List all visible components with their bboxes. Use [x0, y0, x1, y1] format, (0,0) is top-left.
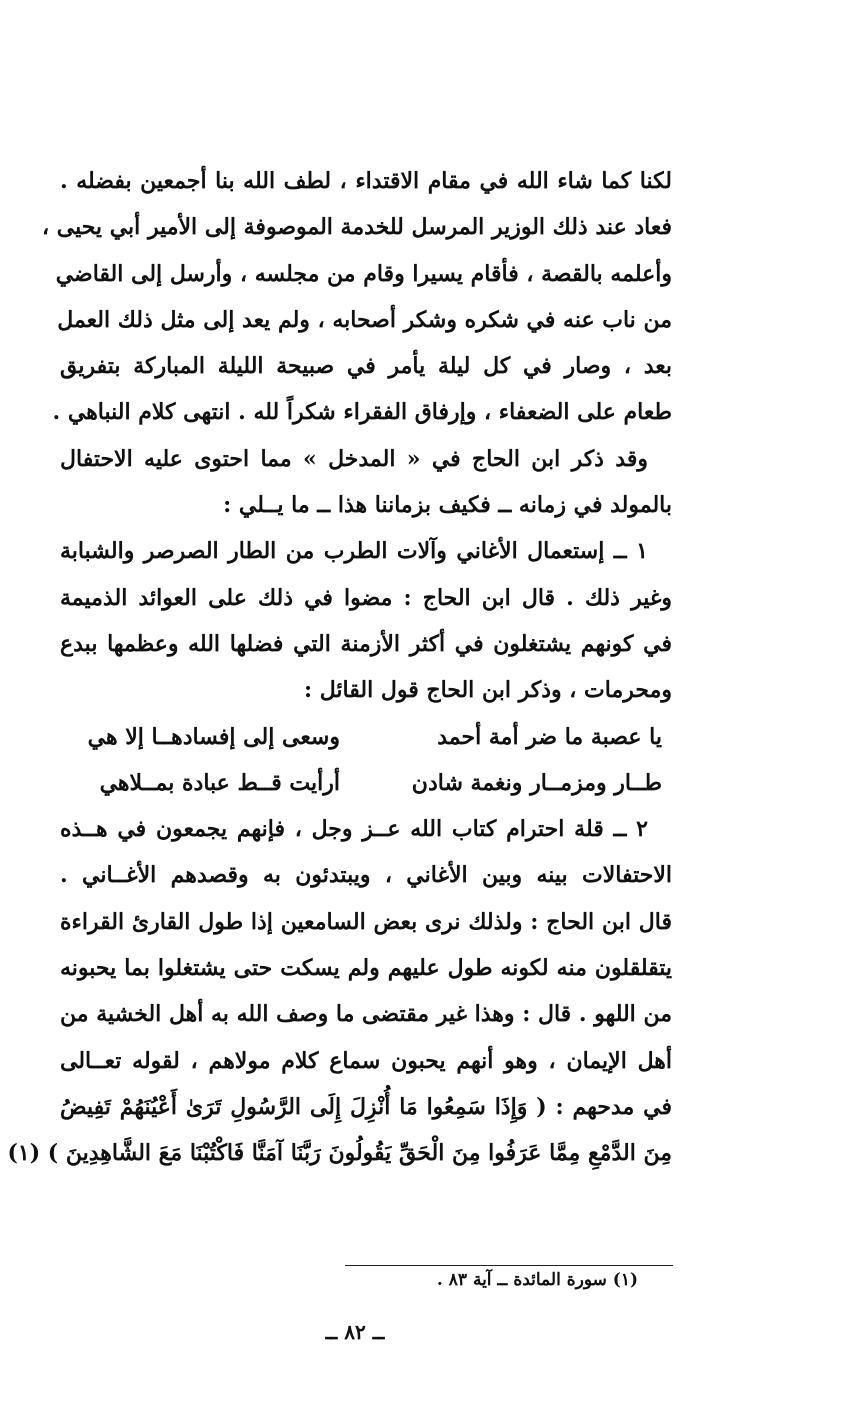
text-line: من اللهو . قال : وهذا غير مقتضى ما وصف الله به أهل الخشية من	[60, 1001, 672, 1028]
quran-verse-line: مِنَ الدَّمْعِ مِمَّا عَرَفُوا مِنَ الْحَقِّ يَقُولُونَ رَبَّنَا آمَنَّا فَاكْتُبْنَا مَعَ الشَّاهِدِينَ ) (١)	[7, 1140, 672, 1167]
text-line: وغير ذلك . قال ابن الحاج : مضوا في ذلك على العوائد الذميمة	[60, 584, 672, 611]
poem-first-hemistich: يا عصبة ما ضر أمة أحمد	[437, 723, 662, 750]
poem-first-hemistich: طــار ومزمــار ونغمة شادن	[411, 769, 662, 796]
footnote-divider	[345, 1265, 673, 1266]
page-number: ــ ٨٢ ــ	[325, 1320, 385, 1344]
poem-verse	[60, 714, 672, 760]
quran-verse-line: في مدحهم : ( وَإِذَا سَمِعُوا مَا أُنْزِلَ إِلَى الرَّسُولِ تَرَىٰ أَعْيُنَهُمْ تَفِيضُ	[60, 1093, 672, 1120]
text-line: قال ابن الحاج : ولذلك نرى بعض السامعين إذا طول القارئ القراءة	[60, 908, 672, 935]
text-line: بعد ، وصار في كل ليلة يأمر في صبيحة الليلة المباركة بتفريق	[60, 353, 672, 380]
text-line: وأعلمه بالقصة ، فأقام يسيرا وقام من مجلسه ، وأرسل إلى القاضي	[55, 260, 672, 287]
text-line: الاحتفالات بينه وبين الأغاني ، ويبتدئون به وقصدهم الأغــاني .	[60, 862, 672, 889]
text-line: ٢ ــ قلة احترام كتاب الله عــز وجل ، فإنهم يجمعون في هــذه	[60, 816, 648, 843]
text-line: بالمولد في زمانه ــ فكيف بزماننا هذا ــ ما يــلي :	[223, 492, 672, 519]
text-line: في كونهم يشتغلون في أكثر الأزمنة التي فضلها الله وعظمها ببدع	[60, 630, 672, 657]
text-line: أهل الإيمان ، وهو أنهم يحبون سماع كلام مولاهم ، لقوله تعــالى	[60, 1047, 672, 1074]
poem-second-hemistich: وسعى إلى إفسادهــا إلا هي	[87, 723, 340, 750]
poem-second-hemistich: أرأيت قــط عبادة بمــلاهي	[99, 769, 340, 796]
text-line: ومحرمات ، وذكر ابن الحاج قول القائل :	[303, 677, 672, 704]
poem-verse	[60, 760, 672, 806]
main-text	[7, 158, 672, 1177]
footnote: (١) سورة المائدة ــ آية ٨٣ .	[436, 1270, 638, 1290]
text-line: ١ ــ إستعمال الأغاني وآلات الطرب من الطار الصرصر والشبابة	[60, 538, 648, 565]
text-line: طعام على الضعفاء ، وإرفاق الفقراء شكراً لله . انتهى كلام النباهي .	[52, 399, 672, 426]
text-line: من ناب عنه في شكره وشكر أصحابه ، ولم يعد إلى مثل ذلك العمل	[57, 306, 672, 333]
text-line: وقد ذكر ابن الحاج في « المدخل » مما احتوى عليه الاحتفال	[60, 445, 648, 472]
text-line: فعاد عند ذلك الوزير المرسل للخدمة الموصوفة إلى الأمير أبي يحيى ،	[42, 214, 672, 241]
text-line: يتقلقلون منه لكونه طول عليهم ولم يسكت حتى يشتغلوا بما يحبونه	[60, 955, 672, 982]
text-line: لكنا كما شاء الله في مقام الاقتداء ، لطف الله بنا أجمعين بفضله .	[60, 168, 672, 194]
